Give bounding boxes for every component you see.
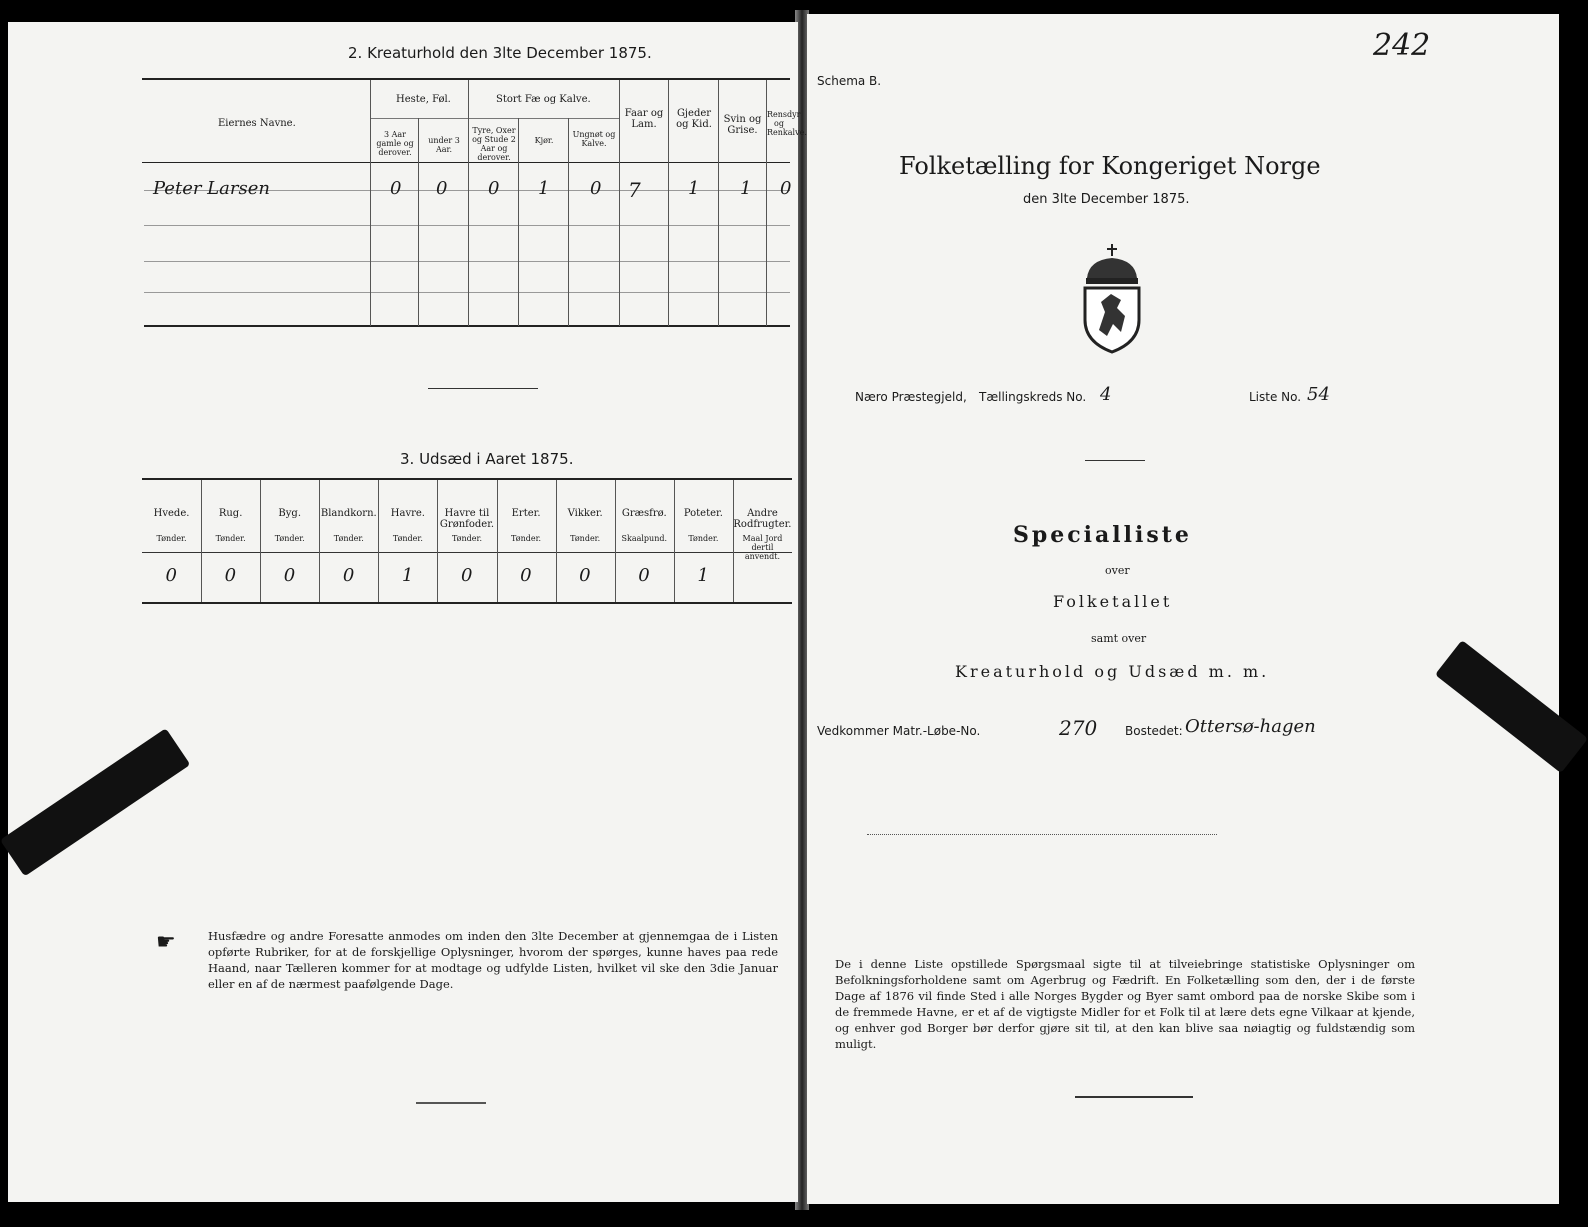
column-unit: Tønder.: [688, 534, 719, 543]
column-unit: Tønder.: [570, 534, 601, 543]
specialliste-heading: Specialliste: [1013, 522, 1192, 548]
value-cell: 0: [638, 565, 650, 586]
header-horse-old: 3 Aar gamle og derover.: [376, 130, 414, 157]
column-name: Poteter.: [683, 508, 723, 519]
column-unit: Tønder.: [392, 534, 423, 543]
column-name: Hvede.: [153, 508, 190, 519]
page-number: 242: [1373, 28, 1431, 63]
notice-text: Husfædre og andre Foresatte anmodes om inden den 3lte December at gjennemgaa de i Listen opførte Rubriker, for at de forskjellige Oplysninger, hvorom der spørges, kunne haves paa rede Haand, naar Tælleren kommer for at modtage og udfylde Listen, hvilket vil ske den 3die Januar eller en af de nærmest paafølgende Dage.: [208, 929, 778, 991]
value-cell: 1: [538, 178, 550, 199]
section2-title: 2. Kreaturhold den 3lte December 1875.: [348, 44, 652, 62]
value-cell: 0: [224, 565, 237, 586]
value-cell: 0: [342, 565, 355, 586]
schema-label: Schema B.: [817, 74, 882, 88]
value-cell: 7: [628, 178, 641, 202]
header-cows: Kjør.: [534, 136, 554, 145]
list-value: 54: [1307, 384, 1330, 405]
value-cell: 0: [590, 178, 602, 199]
header-reindeer: Rensdyr og Renkalve.: [767, 110, 807, 137]
section3-title: 3. Udsæd i Aaret 1875.: [400, 450, 574, 468]
column-name: Andre Rodfrugter.: [733, 508, 792, 530]
header-cattle: Stort Fæ og Kalve.: [496, 94, 591, 105]
header-horse-young: under 3 Aar.: [428, 136, 460, 154]
column-name: Græsfrø.: [621, 508, 667, 519]
column-unit: Tønder.: [215, 534, 246, 543]
col-line: [568, 118, 569, 326]
row-line: [144, 261, 790, 262]
coat-of-arms-icon: [1077, 242, 1147, 354]
value-cell: 1: [401, 565, 414, 586]
left-page: [8, 22, 807, 1202]
value-cell: 1: [740, 178, 752, 199]
intro-paragraph: De i denne Liste opstillede Spørgsmaal sigte til at tilveiebringe statistiske Oplysninger om Befolkningsforholdene samt om Agerbrug og Fædrift. En Folketælling som den, der i de første Dage af 1876 vil finde Sted i alle Norges Bygder og Byer samt ombord paa de norske Skibe som i de fremmede Havne, er et af de vigtigste Midler for et Folk til at lære dets egne Vilkaar at kjende, og enhver god Borger bør derfor gjøre sit til, at den kan blive saa nøiagtig og fuldstændig som muligt.: [835, 957, 1415, 1051]
matr-value: 270: [1059, 716, 1098, 740]
header-young-cattle: Ungnøt og Kalve.: [572, 130, 616, 148]
parish-label: Næro Præstegjeld,: [855, 390, 967, 404]
bosted-value: Ottersø-hagen: [1185, 716, 1316, 737]
over-label: over: [1105, 564, 1130, 577]
divider: [1085, 460, 1145, 461]
column-unit: Maal Jord dertil anvendt.: [742, 534, 783, 561]
samt-over-label: samt over: [1091, 632, 1147, 645]
folketallet-label: Folketallet: [1053, 592, 1173, 611]
table3-header-rule: [142, 552, 792, 553]
table2-top-rule: [142, 78, 790, 80]
col-line: [468, 80, 469, 326]
value-cell: 0: [579, 565, 591, 586]
page-title: Folketælling for Kongeriget Norge: [899, 152, 1321, 180]
header-bulls: Tyre, Oxer og Stude 2 Aar og derover.: [472, 126, 516, 162]
column-name: Rug.: [218, 508, 243, 519]
value-cell: 0: [461, 565, 473, 586]
subheader-line: [370, 118, 620, 119]
divider: [428, 388, 538, 389]
column-unit: Skaalpund.: [621, 534, 668, 543]
table2-bottom-rule: [144, 325, 790, 327]
col-line: [370, 80, 371, 326]
column-name: Vikker.: [567, 508, 603, 519]
value-cell: 0: [165, 565, 177, 586]
col-line: [668, 80, 669, 326]
value-cell: 1: [688, 178, 700, 199]
value-cell: 0: [520, 565, 532, 586]
header-horses: Heste, Føl.: [396, 94, 451, 105]
column-name: Havre.: [390, 508, 425, 519]
divider: [1075, 1096, 1193, 1098]
header-goats: Gjeder og Kid.: [676, 108, 712, 130]
value-cell: 0: [283, 565, 296, 586]
header-sheep: Faar og Lam.: [624, 108, 664, 130]
bosted-label: Bostedet:: [1125, 724, 1183, 738]
column-name: Havre til Grønfoder.: [439, 508, 495, 530]
right-page: [807, 14, 1559, 1204]
col-line: [418, 118, 419, 326]
column-unit: Tønder.: [156, 534, 187, 543]
column-unit: Tønder.: [333, 534, 364, 543]
district-value: 4: [1100, 384, 1112, 405]
value-cell: 0: [488, 178, 500, 199]
col-line: [518, 118, 519, 326]
row-line: [144, 292, 790, 293]
row-line: [144, 225, 790, 226]
value-cell: 1: [697, 565, 709, 586]
column-name: Blandkorn.: [320, 508, 377, 519]
matr-label: Vedkommer Matr.-Løbe-No.: [817, 724, 981, 738]
value-cell: 0: [780, 178, 792, 199]
table3-top-rule: [142, 478, 792, 480]
header-owner: Eiernes Navne.: [218, 118, 296, 129]
column-unit: Tønder.: [451, 534, 482, 543]
kreaturhold-label: Kreaturhold og Udsæd m. m.: [955, 662, 1270, 681]
pointing-hand-icon: ☛: [156, 930, 176, 955]
column-name: Erter.: [511, 508, 541, 519]
divider: [867, 834, 1217, 836]
column-unit: Tønder.: [274, 534, 305, 543]
district-label: Tællingskreds No.: [979, 390, 1087, 404]
column-name: Byg.: [278, 508, 301, 519]
page-date: den 3lte December 1875.: [1023, 192, 1190, 207]
value-cell: 0: [390, 178, 402, 199]
table3-bottom-rule: [142, 602, 792, 604]
table2-header-rule: [142, 162, 790, 163]
divider: [416, 1102, 486, 1104]
value-cell: 0: [436, 178, 448, 199]
list-label: Liste No.: [1249, 390, 1302, 404]
column-unit: Tønder.: [511, 534, 542, 543]
owner-name: Peter Larsen: [153, 178, 270, 199]
header-pigs: Svin og Grise.: [723, 114, 762, 136]
